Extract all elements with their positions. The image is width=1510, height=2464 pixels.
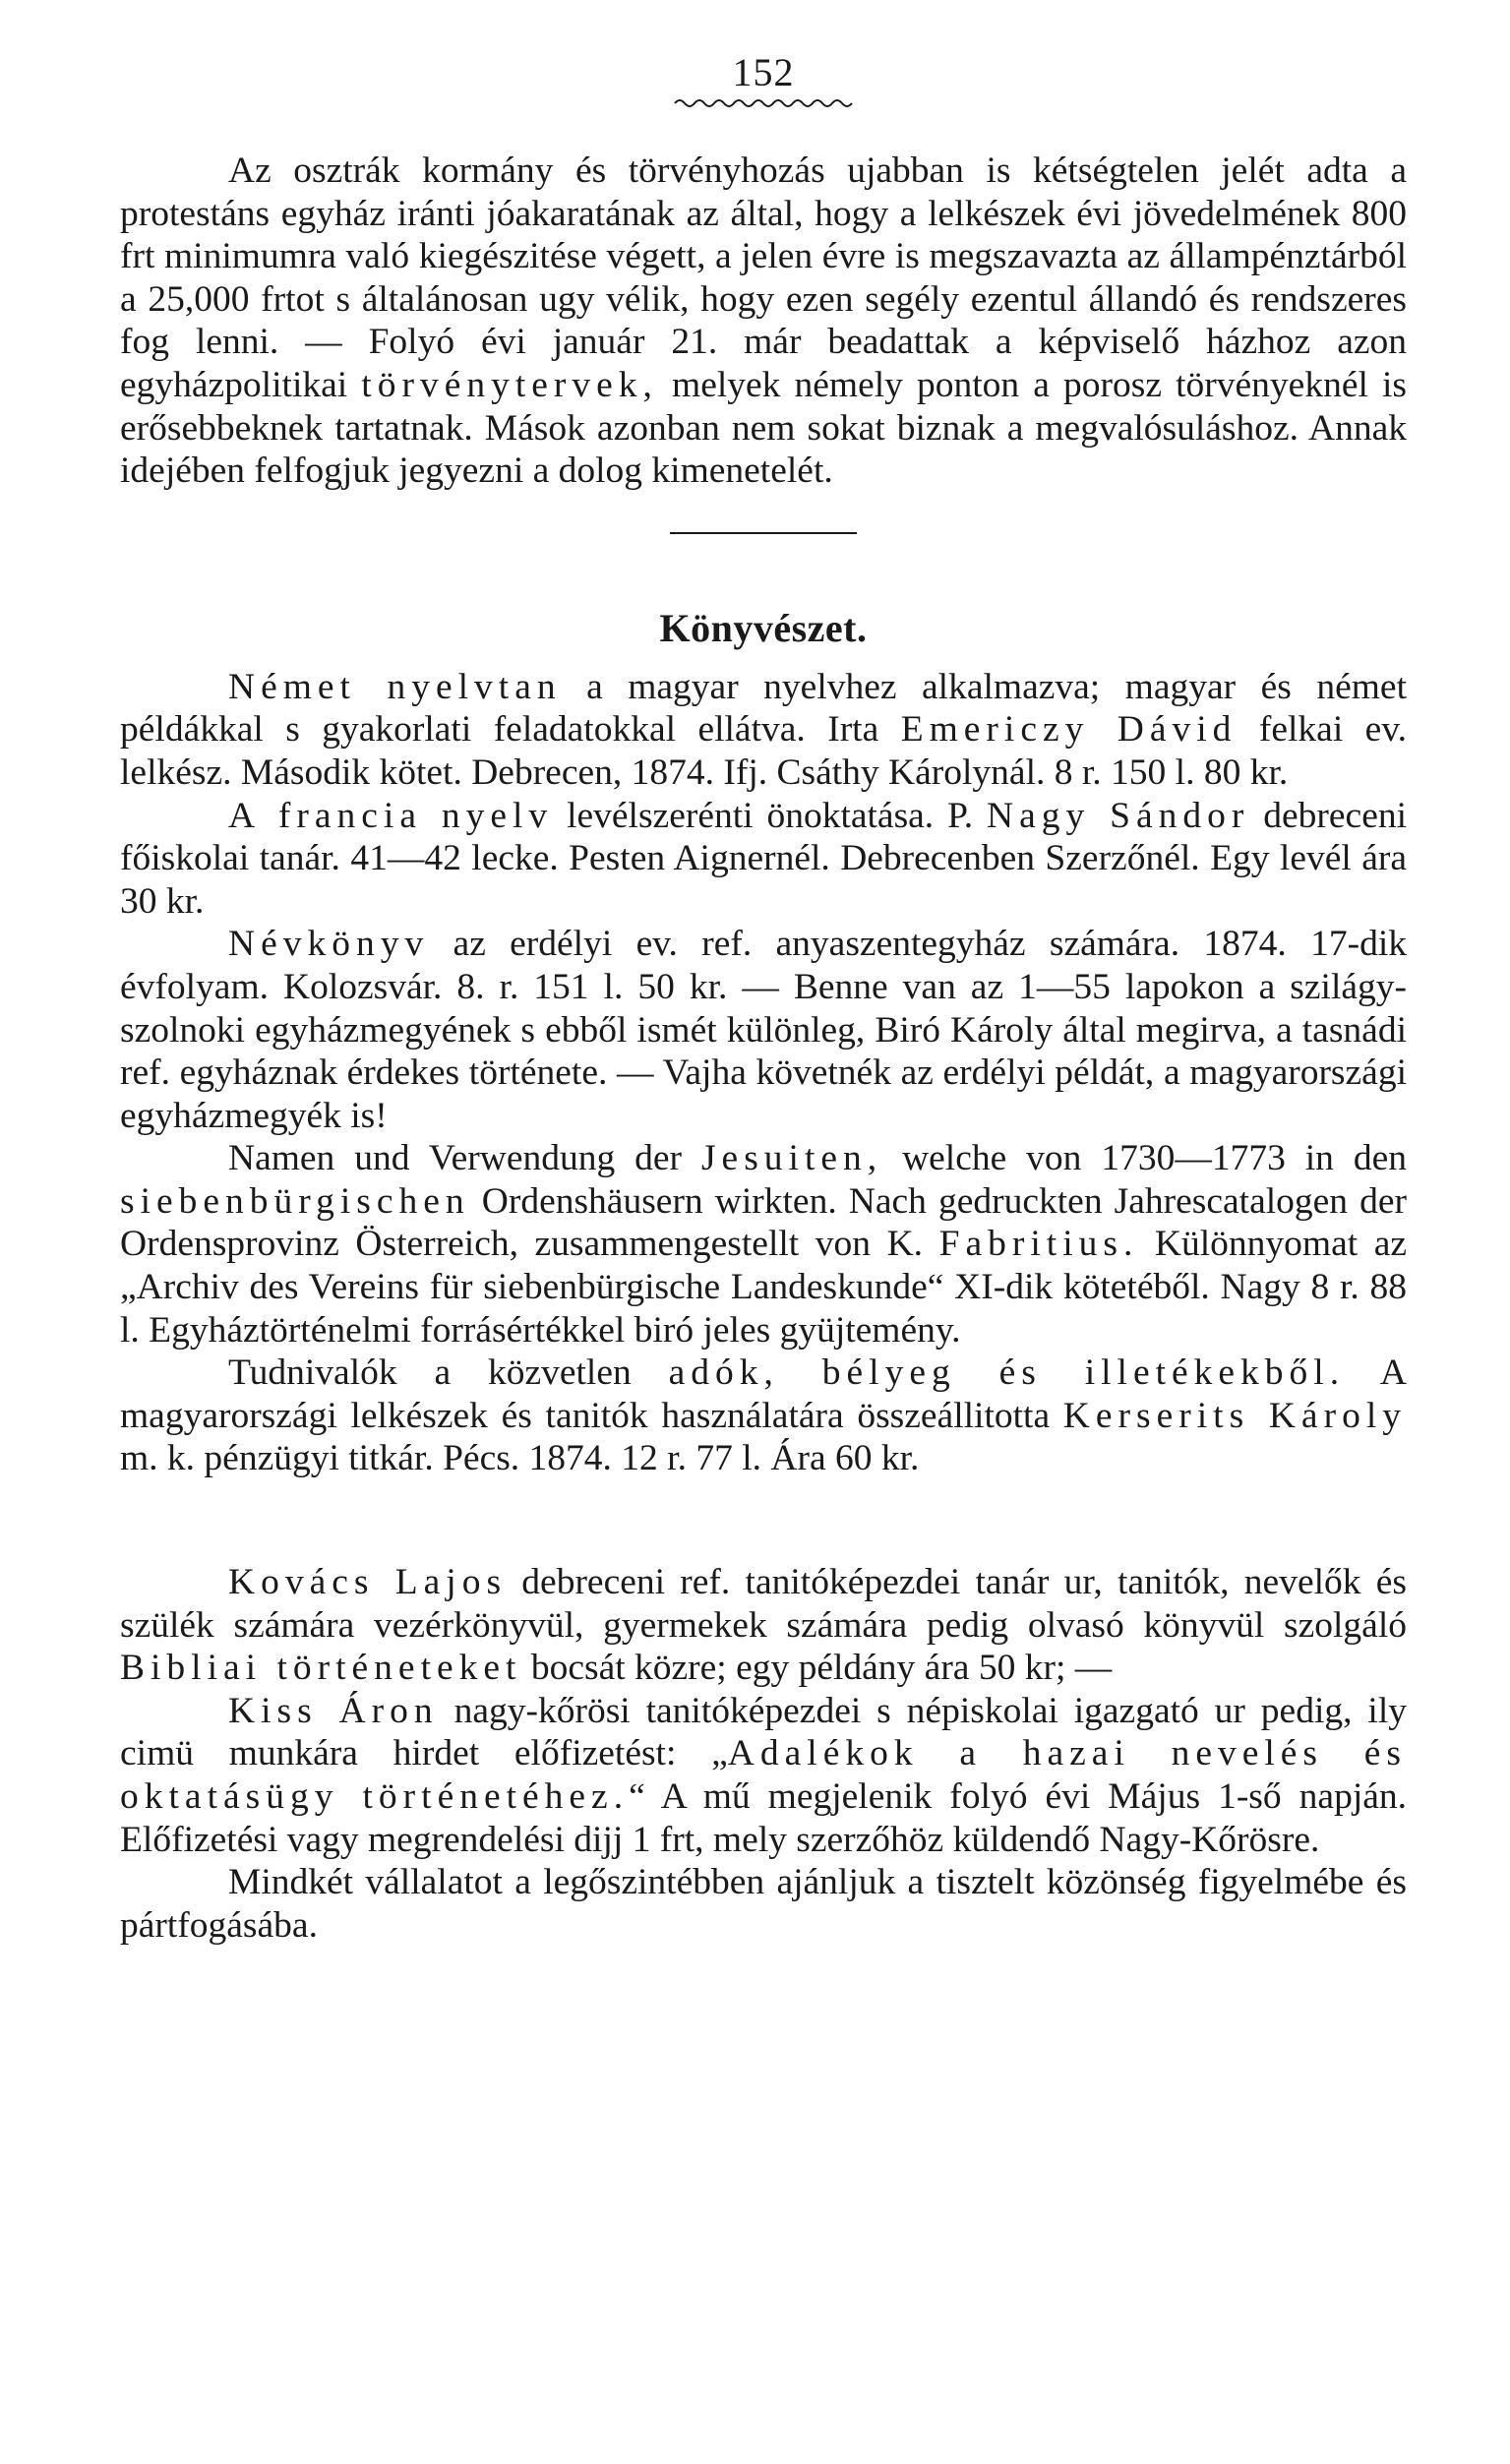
page [120,49,1407,1947]
notice-2-text-1: nagy-kőrösi tanitóképezdei s népiskolai igazgató ur pedig, ily cimü munkára hirdet előfizetést: „ [120,1690,1407,1774]
book-entry-1 [120,666,1407,795]
entry-2-author: Nagy Sándor [987,795,1250,836]
entry-5-text-0: Tudnivalók a közvetlen [228,1352,669,1394]
book-entry-5 [120,1352,1407,1480]
book-entry-2 [120,795,1407,924]
intro-text-1: Az osztrák kormány és törvényhozás ujabban is kétségtelen jelét adta a protestáns egyház iránti jóakaratának az által, hogy a lelkészek évi jövedelmének 800 frt minimumra való kiegészitése végett, a jelen évre is megszavazta az állampénztárból a 25,000 frtot s általánosan ugy vélik, hogy ezen segély ezentul állandó és rendszeres fog lenni. — Folyó évi január 21. már beadattak a képviselő házhoz azon egyházpolitikai [120,150,1407,405]
intro-spaced-term: törvénytervek, [361,364,658,405]
entry-4-text-3: Különnyomat az „Archiv des Vereins für siebenbürgische Landeskunde“ XI-dik kötetéből. Nagy 8 r. 88 l. Egyháztörténelmi forrásértékkel biró jeles gyüjtemény. [120,1224,1407,1351]
entry-1-text-1: a magyar nyelvhez alkalmazva; magyar és német példákkal s gyakorlati feladatokkal ellátva. Irta [120,666,1407,751]
notice-1-author: Kovács Lajos [228,1562,508,1603]
notice-1-text-1: debreceni ref. tanitóképezdei tanár ur, tanitók, nevelők és szülék számára vezérkönyvül, gyermekek számára pedig olvasó könyvül szolgáló [120,1562,1408,1646]
entry-1-text-2: felkai ev. lelkész. Második kötet. Debrecen, 1874. Ifj. Csáthy Károlynál. 8 r. 150 l. 80 kr. [120,709,1408,793]
notice-1-text-2: bocsát közre; egy példány ára 50 kr; — [521,1648,1113,1689]
entry-4-spaced-2: siebenbürgischen [120,1180,470,1222]
section-divider [670,532,857,534]
entry-4-text-2: Ordenshäusern wirkten. Nach gedruckten Jahrescatalogen der Ordensprovinz Österreich, zusammengestellt von K. [120,1180,1407,1265]
entry-4-text-1: welche von 1730—1773 in den [882,1138,1407,1179]
intro-text-2: melyek némely ponton a porosz törvényeknél is erősebbeknek tartatnak. Mások azonban nem sokat biznak a megvalósuláshoz. Annak idejében felfogjuk jegyezni a dolog kimenetelét. [120,364,1408,492]
entry-4-spaced-1: Jesuiten, [700,1138,883,1179]
entry-4-text-0: Namen und Verwendung der [228,1138,701,1179]
entry-4-author: Fabritius. [938,1224,1139,1265]
entry-1-author: Emericzy Dávid [900,709,1238,751]
entry-5-text-1: A magyarországi lelkészek és tanitók használatára összeállitotta [120,1352,1407,1436]
notice-3-text: Mindkét vállalatot a legőszintébben ajánljuk a tisztelt közönség figyelmébe és pártfogásába. [120,1862,1407,1946]
notice-3 [120,1861,1407,1947]
intro-paragraph [120,150,1407,493]
page-number: 152 [732,50,795,94]
entry-2-text-1: levélszerénti önoktatása. P. [553,795,988,836]
book-entry-4 [120,1137,1407,1352]
entry-5-author: Kerserits Károly [1062,1395,1407,1436]
notice-2 [120,1690,1407,1861]
ornament-wavy-line [665,96,862,110]
entry-5-spaced-title: adók, bélyeg és illetékekből. [668,1352,1346,1394]
entry-2-text-2: debreceni főiskolai tanár. 41—42 lecke. Pesten Aignernél. Debrecenben Szerzőnél. Egy levél ára 30 kr. [120,795,1408,922]
book-entry-3 [120,923,1407,1137]
notice-2-author: Kiss Áron [228,1690,439,1731]
notice-2-text-2: “ A mű megjelenik folyó évi Május 1-ső napján. Előfizetési vagy megrendelési dijj 1 frt, mely szerzőhöz küldendő Nagy-Kőrösre. [120,1776,1408,1860]
entry-5-text-2: m. k. pénzügyi titkár. Pécs. 1874. 12 r. 77 l. Ára 60 kr. [120,1438,920,1479]
entry-3-text-1: az erdélyi ev. ref. anyaszentegyház számára. 1874. 17-dik évfolyam. Kolozsvár. 8. r. 151 l. 50 kr. — Benne van az 1—55 lapokon a szilágy- szolnoki egyházmegyének s ebből ismét különleg, Biró Károly által megirva, a tasnádi ref. egyháznak érdekes története. — Vajha követnék az erdélyi példát, a magyarországi egyházmegyék is! [120,924,1407,1136]
entry-3-title: Névkönyv [228,924,430,965]
section-gap [120,1480,1407,1561]
section-heading: Könyvészet. [659,605,868,650]
entry-1-title: Német nyelvtan [228,666,562,707]
notice-2-title: Adalékok a hazai nevelés és oktatásügy történetéhez. [120,1733,1408,1817]
notice-1 [120,1561,1407,1690]
notice-1-title: Bibliai történeteket [120,1648,522,1689]
entry-2-title: A francia nyelv [228,795,554,836]
